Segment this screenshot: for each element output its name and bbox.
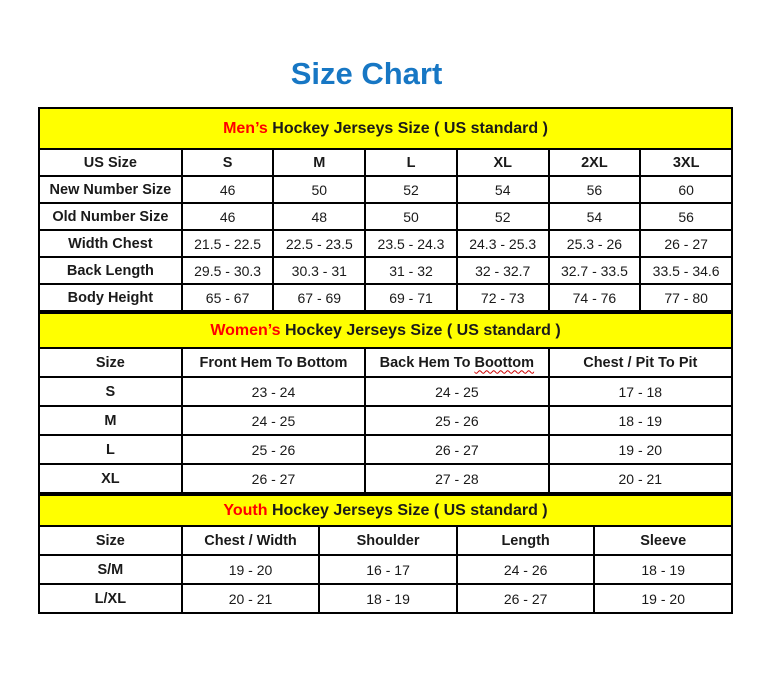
row-label: Body Height (39, 284, 182, 311)
value-cell: 19 - 20 (594, 584, 732, 613)
value-cell: 72 - 73 (457, 284, 549, 311)
youth-row-L/XL (39, 584, 732, 613)
youth-banner-highlight: Youth (223, 501, 268, 519)
misspelled-word: Boottom (474, 354, 535, 371)
womens-header-row (39, 348, 732, 377)
youth-column-header-1: Chest / Width (182, 526, 320, 555)
value-cell: 54 (549, 203, 641, 230)
value-cell: 18 - 19 (594, 555, 732, 584)
value-cell: 25 - 26 (182, 435, 365, 464)
value-cell: 24.3 - 25.3 (457, 230, 549, 257)
mens-column-header-1: S (182, 149, 274, 176)
value-cell: 33.5 - 34.6 (640, 257, 732, 284)
value-cell: 32.7 - 33.5 (549, 257, 641, 284)
womens-banner-text: Hockey Jerseys Size ( US standard ) (280, 321, 561, 339)
row-label: New Number Size (39, 176, 182, 203)
mens-banner (39, 108, 732, 149)
womens-column-header-2: Back Hem To Boottom (365, 348, 548, 377)
value-cell: 26 - 27 (182, 464, 365, 493)
value-cell: 24 - 25 (365, 377, 548, 406)
value-cell: 50 (273, 176, 365, 203)
size-chart-tables (38, 107, 733, 614)
youth-size-table (38, 494, 733, 614)
value-cell: 20 - 21 (182, 584, 320, 613)
mens-row-Back Length (39, 257, 732, 284)
value-cell: 52 (365, 176, 457, 203)
value-cell: 19 - 20 (182, 555, 320, 584)
mens-column-header-6: 3XL (640, 149, 732, 176)
value-cell: 29.5 - 30.3 (182, 257, 274, 284)
mens-row-Body Height (39, 284, 732, 311)
value-cell: 24 - 26 (457, 555, 595, 584)
womens-size-table (38, 312, 733, 494)
womens-row-XL (39, 464, 732, 493)
youth-banner-text: Hockey Jerseys Size ( US standard ) (267, 501, 548, 519)
womens-banner (39, 313, 732, 348)
youth-header-row (39, 526, 732, 555)
value-cell: 31 - 32 (365, 257, 457, 284)
mens-row-Old Number Size (39, 203, 732, 230)
value-cell: 24 - 25 (182, 406, 365, 435)
value-cell: 46 (182, 203, 274, 230)
value-cell: 30.3 - 31 (273, 257, 365, 284)
mens-column-header-5: 2XL (549, 149, 641, 176)
youth-column-header-0: Size (39, 526, 182, 555)
value-cell: 50 (365, 203, 457, 230)
value-cell: 23.5 - 24.3 (365, 230, 457, 257)
womens-column-header-3: Chest / Pit To Pit (549, 348, 732, 377)
mens-size-table (38, 107, 733, 312)
youth-banner (39, 495, 732, 526)
value-cell: 26 - 27 (640, 230, 732, 257)
mens-row-New Number Size (39, 176, 732, 203)
value-cell: 60 (640, 176, 732, 203)
row-label: L/XL (39, 584, 182, 613)
youth-banner-row (39, 495, 732, 526)
row-label: Old Number Size (39, 203, 182, 230)
youth-size-table-section (38, 494, 733, 614)
row-label: S (39, 377, 182, 406)
value-cell: 52 (457, 203, 549, 230)
row-label: S/M (39, 555, 182, 584)
value-cell: 65 - 67 (182, 284, 274, 311)
value-cell: 25.3 - 26 (549, 230, 641, 257)
value-cell: 56 (549, 176, 641, 203)
page-title: Size Chart (290, 56, 443, 91)
value-cell: 23 - 24 (182, 377, 365, 406)
value-cell: 19 - 20 (549, 435, 732, 464)
youth-column-header-2: Shoulder (319, 526, 457, 555)
youth-column-header-3: Length (457, 526, 595, 555)
mens-column-header-4: XL (457, 149, 549, 176)
value-cell: 17 - 18 (549, 377, 732, 406)
row-label: XL (39, 464, 182, 493)
mens-column-header-3: L (365, 149, 457, 176)
value-cell: 27 - 28 (365, 464, 548, 493)
value-cell: 26 - 27 (365, 435, 548, 464)
value-cell: 26 - 27 (457, 584, 595, 613)
youth-row-S/M (39, 555, 732, 584)
value-cell: 22.5 - 23.5 (273, 230, 365, 257)
mens-column-header-2: M (273, 149, 365, 176)
value-cell: 56 (640, 203, 732, 230)
value-cell: 74 - 76 (549, 284, 641, 311)
womens-banner-row (39, 313, 732, 348)
row-label: M (39, 406, 182, 435)
value-cell: 18 - 19 (319, 584, 457, 613)
value-cell: 25 - 26 (365, 406, 548, 435)
row-label: Width Chest (39, 230, 182, 257)
womens-row-S (39, 377, 732, 406)
womens-column-header-1: Front Hem To Bottom (182, 348, 365, 377)
value-cell: 16 - 17 (319, 555, 457, 584)
mens-size-table-section (38, 107, 733, 312)
value-cell: 77 - 80 (640, 284, 732, 311)
value-cell: 20 - 21 (549, 464, 732, 493)
value-cell: 48 (273, 203, 365, 230)
value-cell: 67 - 69 (273, 284, 365, 311)
value-cell: 18 - 19 (549, 406, 732, 435)
womens-row-L (39, 435, 732, 464)
row-label: Back Length (39, 257, 182, 284)
value-cell: 46 (182, 176, 274, 203)
mens-row-Width Chest (39, 230, 732, 257)
mens-banner-text: Hockey Jerseys Size ( US standard ) (267, 119, 548, 137)
womens-size-table-section (38, 312, 733, 494)
mens-header-row (39, 149, 732, 176)
value-cell: 32 - 32.7 (457, 257, 549, 284)
womens-banner-highlight: Women’s (210, 321, 281, 339)
value-cell: 21.5 - 22.5 (182, 230, 274, 257)
womens-row-M (39, 406, 732, 435)
value-cell: 69 - 71 (365, 284, 457, 311)
row-label: L (39, 435, 182, 464)
youth-column-header-4: Sleeve (594, 526, 732, 555)
mens-banner-highlight: Men’s (223, 119, 268, 137)
value-cell: 54 (457, 176, 549, 203)
mens-column-header-0: US Size (39, 149, 182, 176)
mens-banner-row (39, 108, 732, 149)
womens-column-header-0: Size (39, 348, 182, 377)
